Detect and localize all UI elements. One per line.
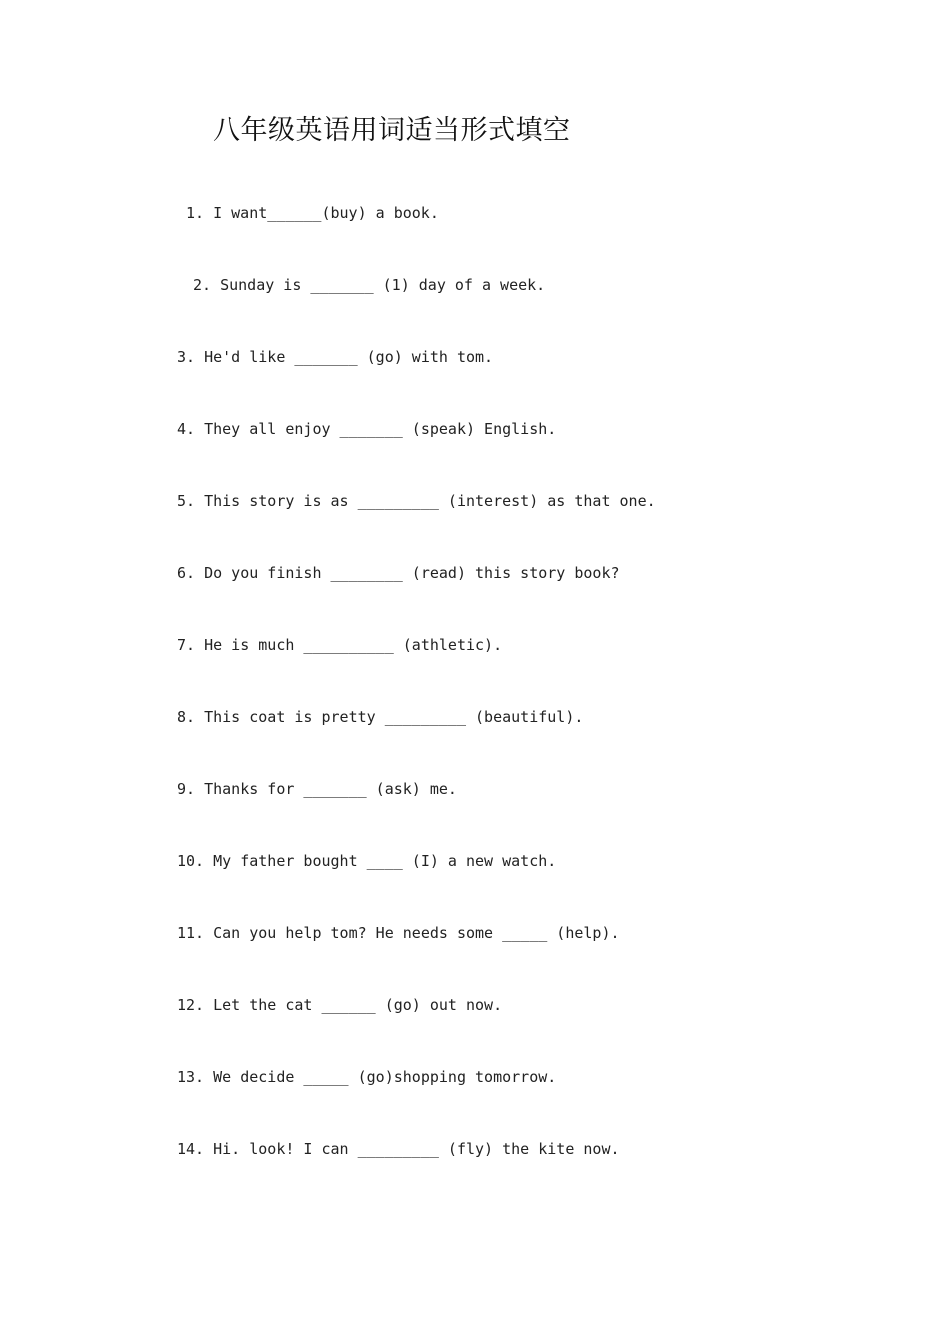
question-3: 3. He'd like _______ (go) with tom. bbox=[177, 348, 494, 366]
question-1: 1. I want______(buy) a book. bbox=[186, 204, 439, 222]
question-9: 9. Thanks for _______ (ask) me. bbox=[177, 780, 457, 798]
question-6: 6. Do you finish ________ (read) this story book? bbox=[177, 564, 620, 582]
question-10: 10. My father bought ____ (I) a new watch. bbox=[177, 852, 557, 870]
question-2: 2. Sunday is _______ (1) day of a week. bbox=[193, 276, 546, 294]
question-13: 13. We decide _____ (go)shopping tomorrow. bbox=[177, 1068, 557, 1086]
question-8: 8. This coat is pretty _________ (beautiful). bbox=[177, 708, 584, 726]
question-14: 14. Hi. look! I can _________ (fly) the kite now. bbox=[177, 1140, 620, 1158]
question-7: 7. He is much __________ (athletic). bbox=[177, 636, 503, 654]
question-4: 4. They all enjoy _______ (speak) English. bbox=[177, 420, 557, 438]
question-5: 5. This story is as _________ (interest) as that one. bbox=[177, 492, 656, 510]
question-12: 12. Let the cat ______ (go) out now. bbox=[177, 996, 503, 1014]
question-11: 11. Can you help tom? He needs some _____ (help). bbox=[177, 924, 620, 942]
page-title: 八年级英语用词适当形式填空 bbox=[213, 115, 571, 146]
